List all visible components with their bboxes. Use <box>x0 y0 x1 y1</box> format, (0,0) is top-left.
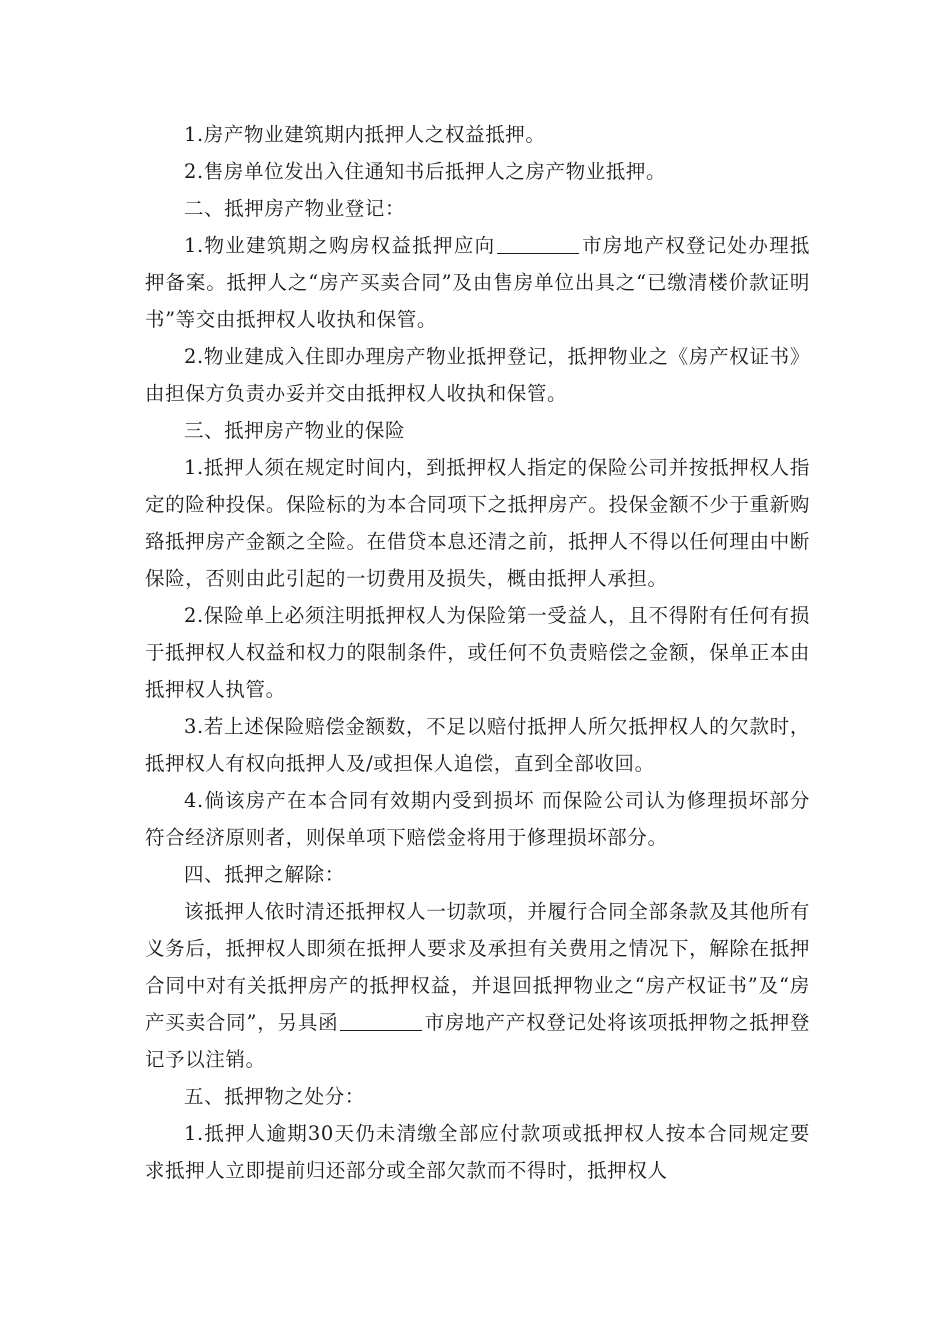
paragraph <box>145 227 810 338</box>
paragraph: 4.倘该房产在本合同有效期内受到损坏 而保险公司认为修理损坏部分符合经济原则者，则保单项下赔偿金将用于修理损坏部分。 <box>145 789 810 849</box>
paragraph: 2.物业建成入住即办理房产物业抵押登记，抵押物业之《房产权证书》由担保方负责办妥并交由抵押权人收执和保管。 <box>145 345 810 405</box>
paragraph: 2.售房单位发出入住通知书后抵押人之房产物业抵押。 <box>184 160 667 183</box>
section-heading: 三、抵押房产物业的保险 <box>184 419 406 442</box>
fill-in-blank <box>497 234 579 255</box>
document-body <box>145 116 810 1189</box>
paragraph-text: 该抵押人依时清还抵押权人一切款项，并履行合同全部条款及其他所有义务后，抵押权人即须在抵押人要求及承担有关费用之情况下，解除在抵押合同中对有关抵押房产的抵押权益，并退回抵押物业之“房产权证书”及“房产买卖合同”，另具函 <box>145 900 810 1034</box>
section-heading: 四、抵押之解除： <box>184 863 345 886</box>
paragraph: 2.保险单上必须注明抵押权人为保险第一受益人，且不得附有任何有损于抵押权人权益和权力的限制条件，或任何不负责赔偿之金额，保单正本由抵押权人执管。 <box>145 604 810 701</box>
paragraph: 1.抵押人须在规定时间内，到抵押权人指定的保险公司并按抵押权人指定的险种投保。保险标的为本合同项下之抵押房产。投保金额不少于重新购臵抵押房产金额之全险。在借贷本息还清之前，抵押人不得以任何理由中断保险，否则由此引起的一切费用及损失，概由抵押人承担。 <box>145 456 810 590</box>
paragraph: 1.抵押人逾期30天仍未清缴全部应付款项或抵押权人按本合同规定要求抵押人立即提前归还部分或全部欠款而不得时，抵押权人 <box>145 1122 810 1182</box>
paragraph <box>145 893 810 1078</box>
paragraph-text: 市房地产权登记处办理抵押备案。抵押人之“房产买卖合同”及由售房单位出具之“已缴清楼价款证明书”等交由抵押权人收执和保管。 <box>145 234 810 331</box>
paragraph: 1.房产物业建筑期内抵押人之权益抵押。 <box>184 123 546 146</box>
paragraph: 3.若上述保险赔偿金额数，不足以赔付抵押人所欠抵押权人的欠款时，抵押权人有权向抵押人及/或担保人追偿，直到全部收回。 <box>145 715 810 775</box>
section-heading: 二、抵押房产物业登记： <box>184 197 406 220</box>
fill-in-blank <box>340 1011 422 1032</box>
section-heading: 五、抵押物之处分： <box>184 1085 365 1108</box>
paragraph-text: 市房地产产权登记处将该项抵押物之抵押登记予以注销。 <box>145 1011 810 1071</box>
paragraph-text: 1.物业建筑期之购房权益抵押应向 <box>184 234 496 257</box>
